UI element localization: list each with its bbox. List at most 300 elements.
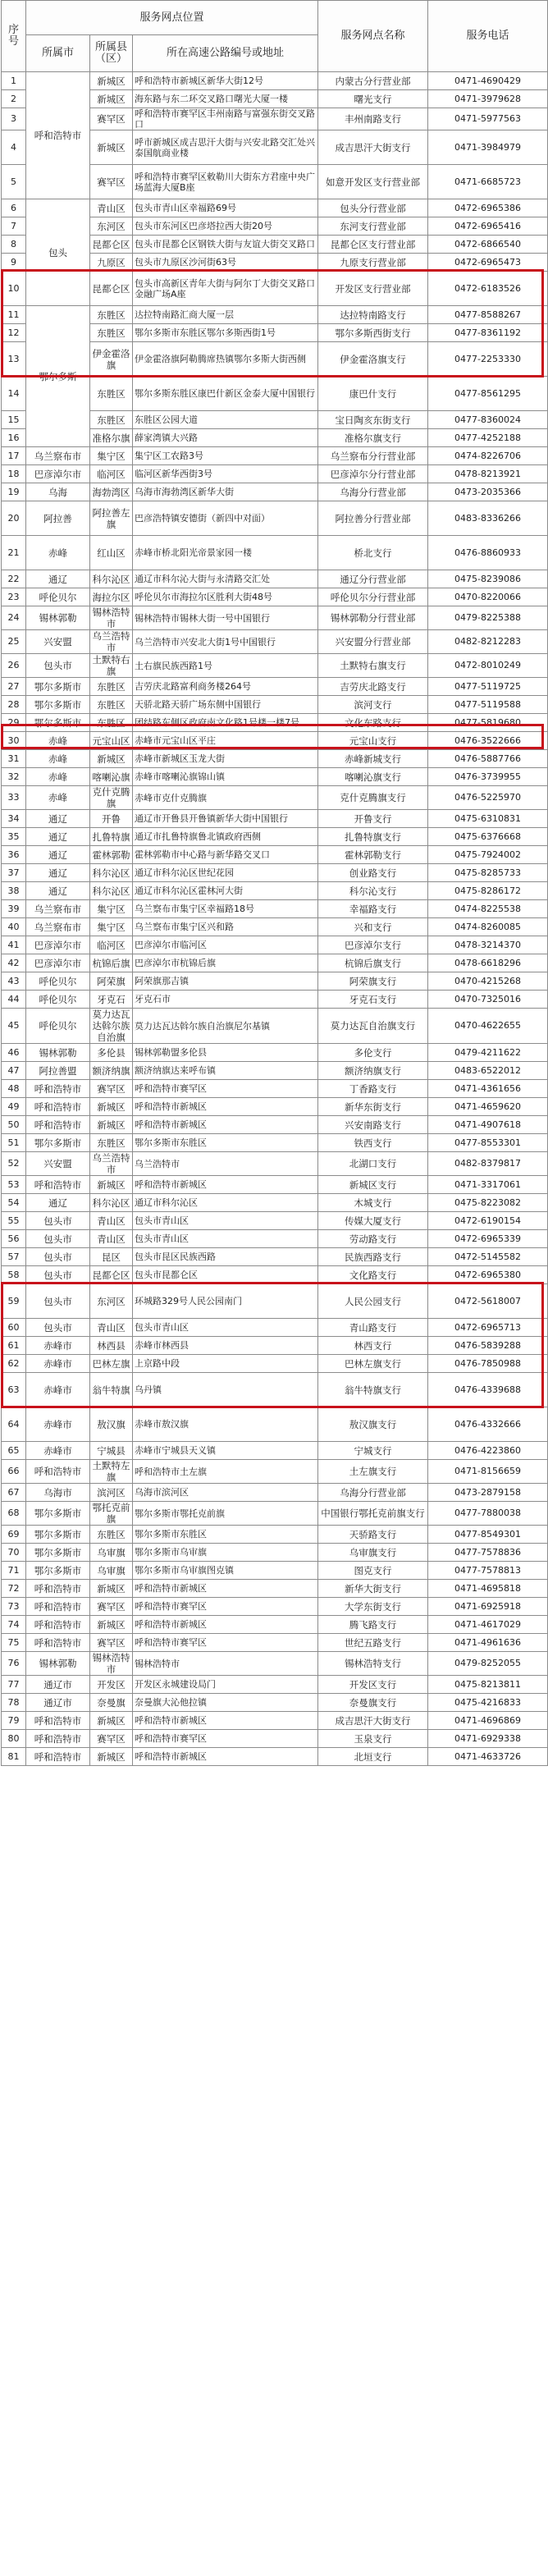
cell-no: 54 <box>2 1194 26 1212</box>
cell-county: 巴林左旗 <box>90 1355 133 1373</box>
cell-city: 包头市 <box>26 1284 90 1319</box>
cell-address: 包头市昆都仑区 <box>133 1266 318 1284</box>
cell-no: 8 <box>2 236 26 254</box>
cell-county: 集宁区 <box>90 900 133 918</box>
cell-outlet: 土默特右旗支行 <box>318 654 428 678</box>
table-row <box>2 1526 548 1544</box>
cell-no: 44 <box>2 991 26 1009</box>
cell-city: 呼和浩特市 <box>26 72 90 199</box>
cell-address: 乌海市滨河区 <box>133 1484 318 1502</box>
cell-phone: 0471-4696869 <box>428 1712 548 1730</box>
cell-outlet: 伊金霍洛旗支行 <box>318 342 428 377</box>
cell-county: 阿荣旗 <box>90 972 133 991</box>
cell-city: 巴彦淖尔市 <box>26 465 90 483</box>
cell-outlet: 达拉特南路支行 <box>318 306 428 324</box>
cell-address: 呼市新城区成吉思汗大街与兴安北路交汇处兴泰国航商业楼 <box>133 130 318 165</box>
cell-address: 鄂尔多斯市乌审旗图克镇 <box>133 1562 318 1580</box>
cell-outlet: 巴彦淖尔支行 <box>318 936 428 954</box>
cell-no: 34 <box>2 810 26 828</box>
cell-city: 呼和浩特市 <box>26 1634 90 1652</box>
cell-county: 赛罕区 <box>90 1598 133 1616</box>
cell-address: 巴彦淖尔市杭锦后旗 <box>133 954 318 972</box>
cell-city: 呼伦贝尔 <box>26 1009 90 1044</box>
cell-city: 乌兰察布市 <box>26 447 90 465</box>
table-row <box>2 654 548 678</box>
table-row <box>2 696 548 714</box>
table-row <box>2 588 548 606</box>
cell-no: 78 <box>2 1694 26 1712</box>
cell-address: 临河区新华西街3号 <box>133 465 318 483</box>
table-row <box>2 1098 548 1116</box>
cell-address: 包头市高新区青年大街与阿尔丁大街交叉路口金融广场A座 <box>133 272 318 306</box>
cell-phone: 0477-8549301 <box>428 1526 548 1544</box>
cell-no: 80 <box>2 1730 26 1748</box>
cell-address: 呼和浩特市新城区 <box>133 1616 318 1634</box>
cell-outlet: 喀喇沁旗支行 <box>318 768 428 786</box>
cell-county: 鄂托克前旗 <box>90 1502 133 1526</box>
cell-city: 呼伦贝尔 <box>26 972 90 991</box>
cell-outlet: 桥北支行 <box>318 536 428 570</box>
cell-no: 68 <box>2 1502 26 1526</box>
cell-outlet: 土左旗支行 <box>318 1460 428 1484</box>
cell-address: 额济纳旗达来呼布镇 <box>133 1062 318 1080</box>
cell-county: 赛罕区 <box>90 165 133 199</box>
cell-phone: 0471-4361656 <box>428 1080 548 1098</box>
cell-address: 天骄北路天骄广场东侧中国银行 <box>133 696 318 714</box>
cell-no: 15 <box>2 411 26 429</box>
cell-outlet: 滨河支行 <box>318 696 428 714</box>
cell-phone: 0475-8239086 <box>428 570 548 588</box>
header-outlet: 服务网点名称 <box>318 1 428 72</box>
cell-no: 48 <box>2 1080 26 1098</box>
cell-no: 72 <box>2 1580 26 1598</box>
table-row <box>2 1694 548 1712</box>
cell-outlet: 如意开发区支行营业部 <box>318 165 428 199</box>
cell-county: 伊金霍洛旗 <box>90 342 133 377</box>
cell-outlet: 巴林左旗支行 <box>318 1355 428 1373</box>
cell-no: 75 <box>2 1634 26 1652</box>
table-row <box>2 1134 548 1152</box>
cell-no: 21 <box>2 536 26 570</box>
cell-outlet: 劳动路支行 <box>318 1230 428 1248</box>
cell-no: 58 <box>2 1266 26 1284</box>
cell-address: 赤峰市喀喇沁旗锦山镇 <box>133 768 318 786</box>
table-row <box>2 483 548 501</box>
cell-county: 乌兰浩特市 <box>90 1152 133 1176</box>
cell-county: 林西县 <box>90 1337 133 1355</box>
cell-outlet: 包头分行营业部 <box>318 199 428 217</box>
cell-outlet: 北垣支行 <box>318 1748 428 1766</box>
cell-address: 呼和浩特市赛罕区 <box>133 1730 318 1748</box>
cell-address: 呼和浩特市赛罕区敕勒川大街东方君座中央广场蓝海大厦B座 <box>133 165 318 199</box>
cell-outlet: 康巴什支行 <box>318 377 428 411</box>
cell-county: 多伦县 <box>90 1044 133 1062</box>
table-row <box>2 465 548 483</box>
cell-phone: 0477-7578813 <box>428 1562 548 1580</box>
cell-phone: 0471-4659620 <box>428 1098 548 1116</box>
table-row <box>2 1748 548 1766</box>
cell-no: 22 <box>2 570 26 588</box>
cell-no: 31 <box>2 750 26 768</box>
cell-city: 通辽 <box>26 1194 90 1212</box>
cell-county: 新城区 <box>90 1098 133 1116</box>
cell-county: 奈曼旗 <box>90 1694 133 1712</box>
cell-city: 呼和浩特市 <box>26 1116 90 1134</box>
cell-phone: 0478-8213921 <box>428 465 548 483</box>
cell-outlet: 创业路支行 <box>318 864 428 882</box>
cell-county: 昆都仑区 <box>90 1266 133 1284</box>
cell-address: 乌海市海勃湾区新华大街 <box>133 483 318 501</box>
cell-county: 杭锦后旗 <box>90 954 133 972</box>
cell-no: 20 <box>2 501 26 536</box>
cell-city: 鄂尔多斯市 <box>26 678 90 696</box>
cell-no: 52 <box>2 1152 26 1176</box>
cell-phone: 0478-3214370 <box>428 936 548 954</box>
cell-outlet: 图克支行 <box>318 1562 428 1580</box>
cell-outlet: 扎鲁特旗支行 <box>318 828 428 846</box>
cell-address: 团结路东侧区政府南文化路1号楼一楼7号 <box>133 714 318 732</box>
cell-city: 通辽 <box>26 828 90 846</box>
cell-phone: 0471-4961636 <box>428 1634 548 1652</box>
cell-city: 乌兰察布市 <box>26 918 90 936</box>
cell-city: 鄂尔多斯市 <box>26 1526 90 1544</box>
cell-outlet: 阿拉善分行营业部 <box>318 501 428 536</box>
table-row <box>2 1212 548 1230</box>
cell-county: 额济纳旗 <box>90 1062 133 1080</box>
cell-no: 62 <box>2 1355 26 1373</box>
table-row <box>2 678 548 696</box>
cell-address: 奈曼旗大沁他拉镇 <box>133 1694 318 1712</box>
cell-county: 东胜区 <box>90 696 133 714</box>
table-row <box>2 828 548 846</box>
cell-address: 霍林郭勒市中心路与新华路交叉口 <box>133 846 318 864</box>
cell-outlet: 科尔沁支行 <box>318 882 428 900</box>
cell-city: 锡林郭勒 <box>26 1044 90 1062</box>
cell-outlet: 多伦支行 <box>318 1044 428 1062</box>
cell-address: 赤峰市宁城县天义镇 <box>133 1442 318 1460</box>
cell-no: 57 <box>2 1248 26 1266</box>
cell-phone: 0472-6965380 <box>428 1266 548 1284</box>
table-row <box>2 786 548 810</box>
cell-phone: 0471-3979628 <box>428 90 548 108</box>
cell-outlet: 赤峰新城支行 <box>318 750 428 768</box>
cell-city: 鄂尔多斯 <box>26 306 90 447</box>
cell-phone: 0470-7325016 <box>428 991 548 1009</box>
cell-address: 包头市青山区 <box>133 1212 318 1230</box>
header-no: 序号 <box>2 1 26 72</box>
cell-county: 东胜区 <box>90 1134 133 1152</box>
cell-phone: 0472-6183526 <box>428 272 548 306</box>
cell-county: 新城区 <box>90 1748 133 1766</box>
cell-phone: 0476-8860933 <box>428 536 548 570</box>
cell-no: 3 <box>2 108 26 130</box>
cell-county: 锡林浩特市 <box>90 1652 133 1676</box>
cell-outlet: 腾飞路支行 <box>318 1616 428 1634</box>
cell-outlet: 巴彦淖尔分行营业部 <box>318 465 428 483</box>
cell-no: 5 <box>2 165 26 199</box>
cell-phone: 0477-5819680 <box>428 714 548 732</box>
cell-city: 赤峰 <box>26 750 90 768</box>
cell-address: 集宁区工农路3号 <box>133 447 318 465</box>
table-row <box>2 1044 548 1062</box>
cell-no: 73 <box>2 1598 26 1616</box>
cell-city: 呼和浩特市 <box>26 1730 90 1748</box>
cell-no: 6 <box>2 199 26 217</box>
cell-no: 24 <box>2 606 26 630</box>
cell-address: 乌兰察布市集宁区幸福路18号 <box>133 900 318 918</box>
cell-outlet: 宝日陶亥东街支行 <box>318 411 428 429</box>
cell-phone: 0471-4633726 <box>428 1748 548 1766</box>
cell-no: 53 <box>2 1176 26 1194</box>
cell-phone: 0475-8286172 <box>428 882 548 900</box>
cell-address: 包头市东河区巴彦塔拉西大街20号 <box>133 217 318 236</box>
cell-phone: 0478-6618296 <box>428 954 548 972</box>
cell-outlet: 东河支行营业部 <box>318 217 428 236</box>
cell-phone: 0471-4690429 <box>428 72 548 90</box>
service-outlet-table <box>1 0 548 1766</box>
cell-city: 呼和浩特市 <box>26 1080 90 1098</box>
cell-city: 通辽 <box>26 846 90 864</box>
cell-phone: 0472-6190154 <box>428 1212 548 1230</box>
table-row <box>2 1319 548 1337</box>
cell-phone: 0475-6310831 <box>428 810 548 828</box>
cell-no: 76 <box>2 1652 26 1676</box>
cell-county: 翁牛特旗 <box>90 1373 133 1407</box>
cell-no: 16 <box>2 429 26 447</box>
cell-outlet: 玉泉支行 <box>318 1730 428 1748</box>
cell-city: 鄂尔多斯市 <box>26 714 90 732</box>
cell-county: 新城区 <box>90 1580 133 1598</box>
cell-no: 32 <box>2 768 26 786</box>
table-row <box>2 1580 548 1598</box>
cell-outlet: 林西支行 <box>318 1337 428 1355</box>
cell-no: 60 <box>2 1319 26 1337</box>
cell-county: 昆区 <box>90 1248 133 1266</box>
cell-phone: 0483-6522012 <box>428 1062 548 1080</box>
cell-city: 呼和浩特市 <box>26 1616 90 1634</box>
cell-no: 27 <box>2 678 26 696</box>
cell-county: 东河区 <box>90 217 133 236</box>
cell-address: 乌兰浩特市兴安北大街1号中国银行 <box>133 630 318 654</box>
table-row <box>2 882 548 900</box>
cell-city: 鄂尔多斯市 <box>26 1562 90 1580</box>
cell-address: 乌兰浩特市 <box>133 1152 318 1176</box>
cell-city: 赤峰市 <box>26 1355 90 1373</box>
cell-address: 上京路中段 <box>133 1355 318 1373</box>
cell-no: 7 <box>2 217 26 236</box>
cell-phone: 0475-6376668 <box>428 828 548 846</box>
cell-no: 46 <box>2 1044 26 1062</box>
cell-address: 呼和浩特市赛罕区 <box>133 1634 318 1652</box>
cell-no: 45 <box>2 1009 26 1044</box>
cell-phone: 0470-8220066 <box>428 588 548 606</box>
cell-address: 赤峰市桥北阳光帝景家园一楼 <box>133 536 318 570</box>
cell-phone: 0477-5119588 <box>428 696 548 714</box>
cell-outlet: 杭锦后旗支行 <box>318 954 428 972</box>
cell-phone: 0472-6965386 <box>428 199 548 217</box>
table-row <box>2 1407 548 1442</box>
cell-county: 东胜区 <box>90 377 133 411</box>
cell-outlet: 开发区支行营业部 <box>318 272 428 306</box>
cell-outlet: 锡林郭勒分行营业部 <box>318 606 428 630</box>
cell-address: 鄂尔多斯东胜区康巴什新区金泰大厦中国银行 <box>133 377 318 411</box>
table-row <box>2 972 548 991</box>
cell-no: 4 <box>2 130 26 165</box>
cell-city: 兴安盟 <box>26 1152 90 1176</box>
table-row <box>2 1502 548 1526</box>
cell-city: 呼和浩特市 <box>26 1176 90 1194</box>
cell-phone: 0476-4332666 <box>428 1407 548 1442</box>
cell-county: 准格尔旗 <box>90 429 133 447</box>
cell-phone: 0477-8360024 <box>428 411 548 429</box>
cell-outlet: 中国银行鄂托克前旗支行 <box>318 1502 428 1526</box>
cell-no: 10 <box>2 272 26 306</box>
cell-city: 乌海市 <box>26 1484 90 1502</box>
cell-address: 呼和浩特市赛罕区 <box>133 1598 318 1616</box>
cell-city: 赤峰市 <box>26 1373 90 1407</box>
cell-county: 东胜区 <box>90 411 133 429</box>
cell-phone: 0483-8336266 <box>428 501 548 536</box>
cell-city: 呼和浩特市 <box>26 1712 90 1730</box>
cell-address: 阿荣旗那吉镇 <box>133 972 318 991</box>
cell-phone: 0479-8225388 <box>428 606 548 630</box>
cell-county: 东胜区 <box>90 678 133 696</box>
cell-address: 锡林浩特市 <box>133 1652 318 1676</box>
cell-county: 科尔沁区 <box>90 1194 133 1212</box>
table-row <box>2 1266 548 1284</box>
cell-phone: 0477-8588267 <box>428 306 548 324</box>
cell-no: 40 <box>2 918 26 936</box>
cell-county: 元宝山区 <box>90 732 133 750</box>
cell-no: 33 <box>2 786 26 810</box>
cell-outlet: 兴安盟分行营业部 <box>318 630 428 654</box>
cell-outlet: 青山路支行 <box>318 1319 428 1337</box>
cell-phone: 0476-5839288 <box>428 1337 548 1355</box>
cell-phone: 0477-8553301 <box>428 1134 548 1152</box>
header-phone: 服务电话 <box>428 1 548 72</box>
cell-no: 55 <box>2 1212 26 1230</box>
header-address: 所在高速公路编号或地址 <box>133 35 318 72</box>
cell-address: 鄂尔多斯市鄂托克前旗 <box>133 1502 318 1526</box>
cell-address: 鄂尔多斯市东胜区鄂尔多斯西街1号 <box>133 324 318 342</box>
cell-county: 扎鲁特旗 <box>90 828 133 846</box>
cell-outlet: 人民公园支行 <box>318 1284 428 1319</box>
cell-no: 9 <box>2 254 26 272</box>
table-row <box>2 536 548 570</box>
cell-outlet: 木城支行 <box>318 1194 428 1212</box>
cell-city: 通辽 <box>26 864 90 882</box>
cell-address: 呼和浩特市赛罕区丰州南路与富强东街交叉路口 <box>133 108 318 130</box>
cell-address: 呼和浩特市赛罕区 <box>133 1080 318 1098</box>
cell-phone: 0471-6929338 <box>428 1730 548 1748</box>
cell-phone: 0473-2879158 <box>428 1484 548 1502</box>
cell-phone: 0475-8213811 <box>428 1676 548 1694</box>
table-row <box>2 1194 548 1212</box>
cell-no: 43 <box>2 972 26 991</box>
cell-phone: 0482-8379817 <box>428 1152 548 1176</box>
cell-outlet: 九原支行营业部 <box>318 254 428 272</box>
cell-city: 包头 <box>26 199 90 306</box>
cell-phone: 0471-4617029 <box>428 1616 548 1634</box>
table-row <box>2 750 548 768</box>
table-row <box>2 1080 548 1098</box>
cell-outlet: 丰州南路支行 <box>318 108 428 130</box>
cell-phone: 0479-4211622 <box>428 1044 548 1062</box>
cell-county: 宁城县 <box>90 1442 133 1460</box>
cell-county: 昆都仑区 <box>90 236 133 254</box>
cell-no: 25 <box>2 630 26 654</box>
cell-address: 赤峰市林西县 <box>133 1337 318 1355</box>
cell-address: 呼和浩特市新城区 <box>133 1116 318 1134</box>
cell-county: 滨河区 <box>90 1484 133 1502</box>
cell-phone: 0472-6965473 <box>428 254 548 272</box>
table-row <box>2 1598 548 1616</box>
cell-address: 通辽市科尔沁区世纪花园 <box>133 864 318 882</box>
cell-city: 赤峰市 <box>26 1442 90 1460</box>
cell-no: 23 <box>2 588 26 606</box>
cell-outlet: 宁城支行 <box>318 1442 428 1460</box>
cell-outlet: 丁香路支行 <box>318 1080 428 1098</box>
cell-outlet: 昆都仑区支行营业部 <box>318 236 428 254</box>
cell-outlet: 开发区支行 <box>318 1676 428 1694</box>
cell-county: 新城区 <box>90 1712 133 1730</box>
table-row <box>2 1544 548 1562</box>
cell-county: 临河区 <box>90 465 133 483</box>
table-row <box>2 810 548 828</box>
cell-address: 鄂尔多斯市乌审旗 <box>133 1544 318 1562</box>
cell-no: 63 <box>2 1373 26 1407</box>
cell-address: 包头市九原区沙河街63号 <box>133 254 318 272</box>
cell-city: 赤峰 <box>26 536 90 570</box>
cell-phone: 0482-8212283 <box>428 630 548 654</box>
cell-address: 东胜区公园大道 <box>133 411 318 429</box>
cell-city: 包头市 <box>26 1266 90 1284</box>
cell-county: 赛罕区 <box>90 1634 133 1652</box>
cell-no: 49 <box>2 1098 26 1116</box>
cell-outlet: 牙克石支行 <box>318 991 428 1009</box>
cell-county: 东河区 <box>90 1284 133 1319</box>
cell-address: 通辽市科尔沁区霍林河大街 <box>133 882 318 900</box>
cell-phone: 0474-8225538 <box>428 900 548 918</box>
cell-address: 乌兰察布市集宁区兴和路 <box>133 918 318 936</box>
table-row <box>2 1634 548 1652</box>
cell-county: 乌审旗 <box>90 1562 133 1580</box>
table-row <box>2 864 548 882</box>
cell-phone: 0470-4622655 <box>428 1009 548 1044</box>
cell-outlet: 传媒大厦支行 <box>318 1212 428 1230</box>
cell-address: 赤峰市新城区玉龙大街 <box>133 750 318 768</box>
cell-county: 莫力达瓦达斡尔族自治旗 <box>90 1009 133 1044</box>
cell-no: 65 <box>2 1442 26 1460</box>
cell-city: 包头市 <box>26 654 90 678</box>
cell-no: 13 <box>2 342 26 377</box>
cell-county: 喀喇沁旗 <box>90 768 133 786</box>
cell-city: 呼伦贝尔 <box>26 588 90 606</box>
cell-outlet: 兴和支行 <box>318 918 428 936</box>
cell-phone: 0477-2253330 <box>428 342 548 377</box>
cell-city: 呼伦贝尔 <box>26 991 90 1009</box>
cell-county: 科尔沁区 <box>90 882 133 900</box>
cell-county: 科尔沁区 <box>90 570 133 588</box>
table-row <box>2 1009 548 1044</box>
cell-county: 新城区 <box>90 90 133 108</box>
cell-phone: 0474-8226706 <box>428 447 548 465</box>
cell-phone: 0472-5618007 <box>428 1284 548 1319</box>
cell-phone: 0476-7850988 <box>428 1355 548 1373</box>
table-row <box>2 991 548 1009</box>
cell-outlet: 世纪五路支行 <box>318 1634 428 1652</box>
cell-no: 51 <box>2 1134 26 1152</box>
